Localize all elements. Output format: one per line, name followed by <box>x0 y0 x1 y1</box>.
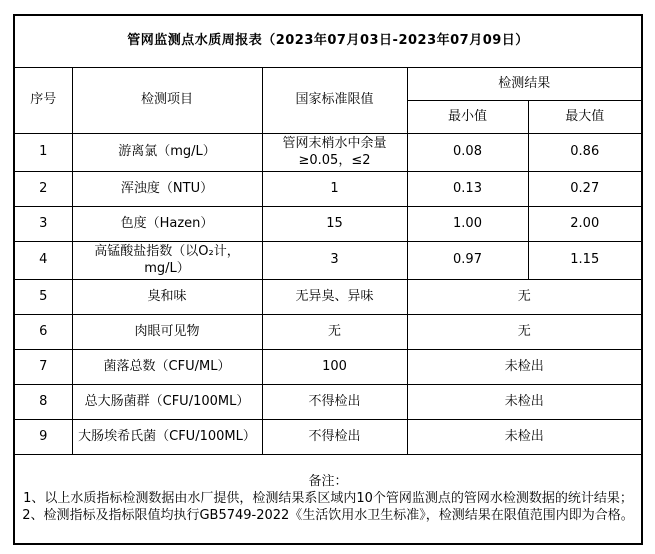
cell-no: 5 <box>14 279 72 314</box>
table-row <box>14 349 642 384</box>
table-row <box>14 314 642 349</box>
table-row <box>14 133 642 171</box>
cell-limit: 不得检出 <box>262 384 407 419</box>
cell-result: 无 <box>407 314 642 349</box>
cell-max: 0.27 <box>528 171 642 206</box>
cell-result: 未检出 <box>407 419 642 454</box>
cell-item: 臭和味 <box>72 279 262 314</box>
cell-item: 肉眼可见物 <box>72 314 262 349</box>
cell-no: 1 <box>14 133 72 171</box>
cell-min: 0.13 <box>407 171 528 206</box>
cell-limit: 无异臭、异味 <box>262 279 407 314</box>
notes-label: 备注： <box>308 474 348 490</box>
cell-no: 2 <box>14 171 72 206</box>
header-row-1 <box>14 67 642 100</box>
cell-no: 3 <box>14 206 72 241</box>
cell-min: 1.00 <box>407 206 528 241</box>
cell-item: 色度（Hazen） <box>72 206 262 241</box>
col-header-limit: 国家标准限值 <box>262 67 407 133</box>
table-row <box>14 241 642 279</box>
cell-no: 9 <box>14 419 72 454</box>
col-header-max: 最大值 <box>528 100 642 133</box>
cell-max: 0.86 <box>528 133 642 171</box>
cell-limit: 无 <box>262 314 407 349</box>
cell-item: 游离氯（mg/L） <box>72 133 262 171</box>
water-quality-report-table <box>13 14 643 545</box>
table-row <box>14 384 642 419</box>
report-title: 管网监测点水质周报表（2023年07月03日-2023年07月09日） <box>14 15 642 67</box>
cell-limit: 不得检出 <box>262 419 407 454</box>
cell-limit: 管网末梢水中余量≥0.05，≤2 <box>262 133 407 171</box>
cell-no: 6 <box>14 314 72 349</box>
cell-limit: 100 <box>262 349 407 384</box>
table-row <box>14 206 642 241</box>
col-header-no: 序号 <box>14 67 72 133</box>
notes-row <box>14 454 642 544</box>
cell-no: 7 <box>14 349 72 384</box>
cell-min: 0.08 <box>407 133 528 171</box>
cell-no: 4 <box>14 241 72 279</box>
col-header-item: 检测项目 <box>72 67 262 133</box>
cell-limit: 15 <box>262 206 407 241</box>
cell-item: 高锰酸盐指数（以O₂计，mg/L） <box>72 241 262 279</box>
table-row <box>14 419 642 454</box>
cell-min: 0.97 <box>407 241 528 279</box>
cell-item: 浑浊度（NTU） <box>72 171 262 206</box>
cell-result: 无 <box>407 279 642 314</box>
cell-item: 菌落总数（CFU/ML） <box>72 349 262 384</box>
table-row <box>14 279 642 314</box>
cell-limit: 1 <box>262 171 407 206</box>
note-line: 1、以上水质指标检测数据由水厂提供，检测结果系区域内10个管网监测点的管网水检测数据的统计结果； <box>23 491 633 507</box>
report-container <box>13 14 643 545</box>
col-header-min: 最小值 <box>407 100 528 133</box>
title-row <box>14 15 642 67</box>
cell-item: 总大肠菌群（CFU/100ML） <box>72 384 262 419</box>
notes <box>14 454 642 544</box>
cell-no: 8 <box>14 384 72 419</box>
table-row <box>14 171 642 206</box>
cell-item: 大肠埃希氏菌（CFU/100ML） <box>72 419 262 454</box>
note-line: 2、检测指标及指标限值均执行GB5749-2022《生活饮用水卫生标准》，检测结果在限值范围内即为合格。 <box>22 508 634 524</box>
cell-limit: 3 <box>262 241 407 279</box>
cell-max: 2.00 <box>528 206 642 241</box>
cell-result: 未检出 <box>407 384 642 419</box>
cell-result: 未检出 <box>407 349 642 384</box>
col-header-result: 检测结果 <box>407 67 642 100</box>
cell-max: 1.15 <box>528 241 642 279</box>
